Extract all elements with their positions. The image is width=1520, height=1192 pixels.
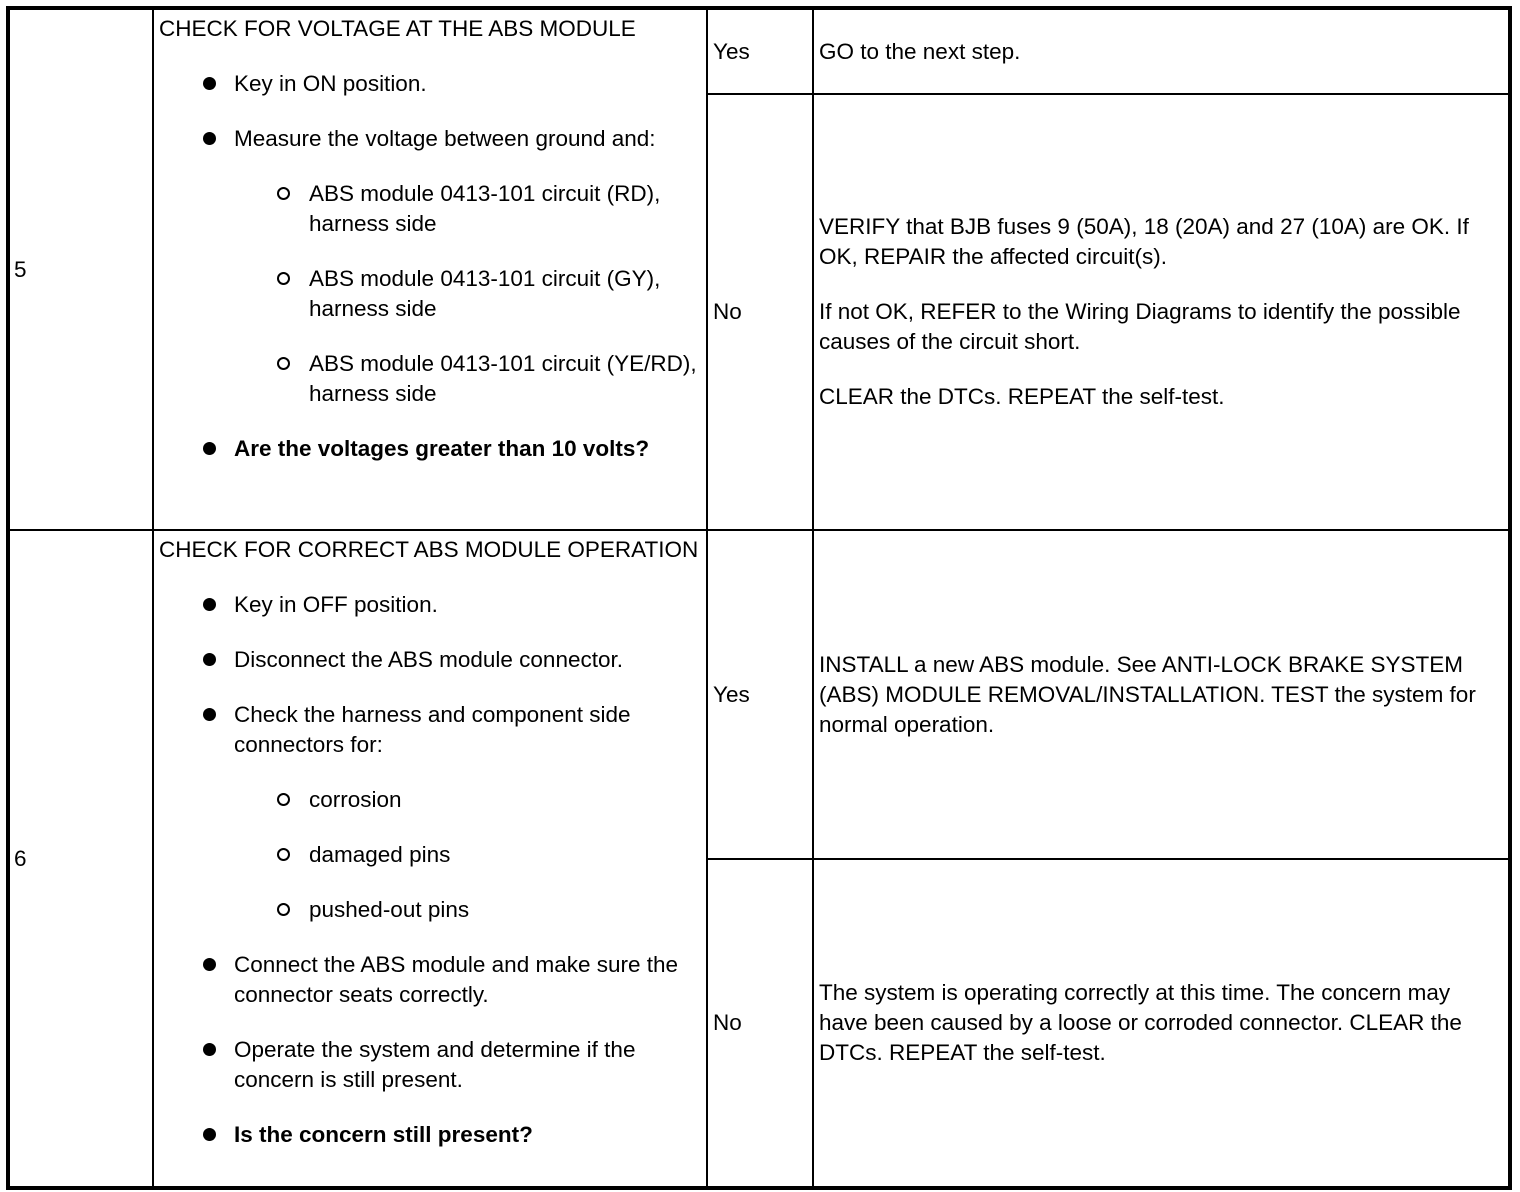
sub-bullet-list (234, 179, 701, 409)
yes-result: GO to the next step. (813, 8, 1510, 94)
no-result (813, 94, 1510, 530)
question-bullet: Is the concern still present? (159, 1120, 701, 1150)
bullet-item: Operate the system and determine if the concern is still present. (159, 1035, 701, 1095)
bullet-item: Disconnect the ABS module connector. (159, 645, 701, 675)
sub-bullet-item: pushed-out pins (234, 895, 701, 925)
yes-result: INSTALL a new ABS module. See ANTI-LOCK BRAKE SYSTEM (ABS) MODULE REMOVAL/INSTALLATION. TEST the system for normal operation. (813, 530, 1510, 859)
step-action (153, 530, 707, 1188)
bullet-text: Check the harness and component side connectors for: (234, 702, 631, 757)
bullet-item: Key in OFF position. (159, 590, 701, 620)
step-number: 6 (8, 530, 153, 1188)
sub-bullet-item: corrosion (234, 785, 701, 815)
bullet-item (159, 700, 701, 925)
no-label: No (707, 94, 813, 530)
step-number: 5 (8, 8, 153, 530)
sub-bullet-list (234, 785, 701, 925)
sub-bullet-item: damaged pins (234, 840, 701, 870)
yes-label: Yes (707, 8, 813, 94)
step-bullet-list (159, 590, 701, 1150)
step-6-yes-row (8, 530, 1510, 859)
result-paragraph: If not OK, REFER to the Wiring Diagrams to identify the possible causes of the circuit short. (819, 299, 1461, 354)
sub-bullet-item: ABS module 0413-101 circuit (YE/RD), harness side (234, 349, 701, 409)
bullet-text: Measure the voltage between ground and: (234, 126, 656, 151)
bullet-item (159, 124, 701, 409)
step-title: CHECK FOR CORRECT ABS MODULE OPERATION (159, 537, 699, 562)
sub-bullet-item: ABS module 0413-101 circuit (GY), harness side (234, 264, 701, 324)
no-label: No (707, 859, 813, 1188)
result-paragraph: CLEAR the DTCs. REPEAT the self-test. (819, 384, 1225, 409)
step-5-yes-row (8, 8, 1510, 94)
question-bullet: Are the voltages greater than 10 volts? (159, 434, 701, 464)
step-bullet-list (159, 69, 701, 464)
bullet-item: Connect the ABS module and make sure the connector seats correctly. (159, 950, 701, 1010)
sub-bullet-item: ABS module 0413-101 circuit (RD), harness side (234, 179, 701, 239)
no-result: The system is operating correctly at this time. The concern may have been caused by a loose or corroded connector. CLEAR the DTCs. REPEAT the self-test. (813, 859, 1510, 1188)
step-title: CHECK FOR VOLTAGE AT THE ABS MODULE (159, 16, 636, 41)
bullet-item: Key in ON position. (159, 69, 701, 99)
yes-label: Yes (707, 530, 813, 859)
result-paragraph: VERIFY that BJB fuses 9 (50A), 18 (20A) and 27 (10A) are OK. If OK, REPAIR the affected circuit(s). (819, 214, 1469, 269)
step-action (153, 8, 707, 530)
diagnostic-table (6, 6, 1512, 1190)
